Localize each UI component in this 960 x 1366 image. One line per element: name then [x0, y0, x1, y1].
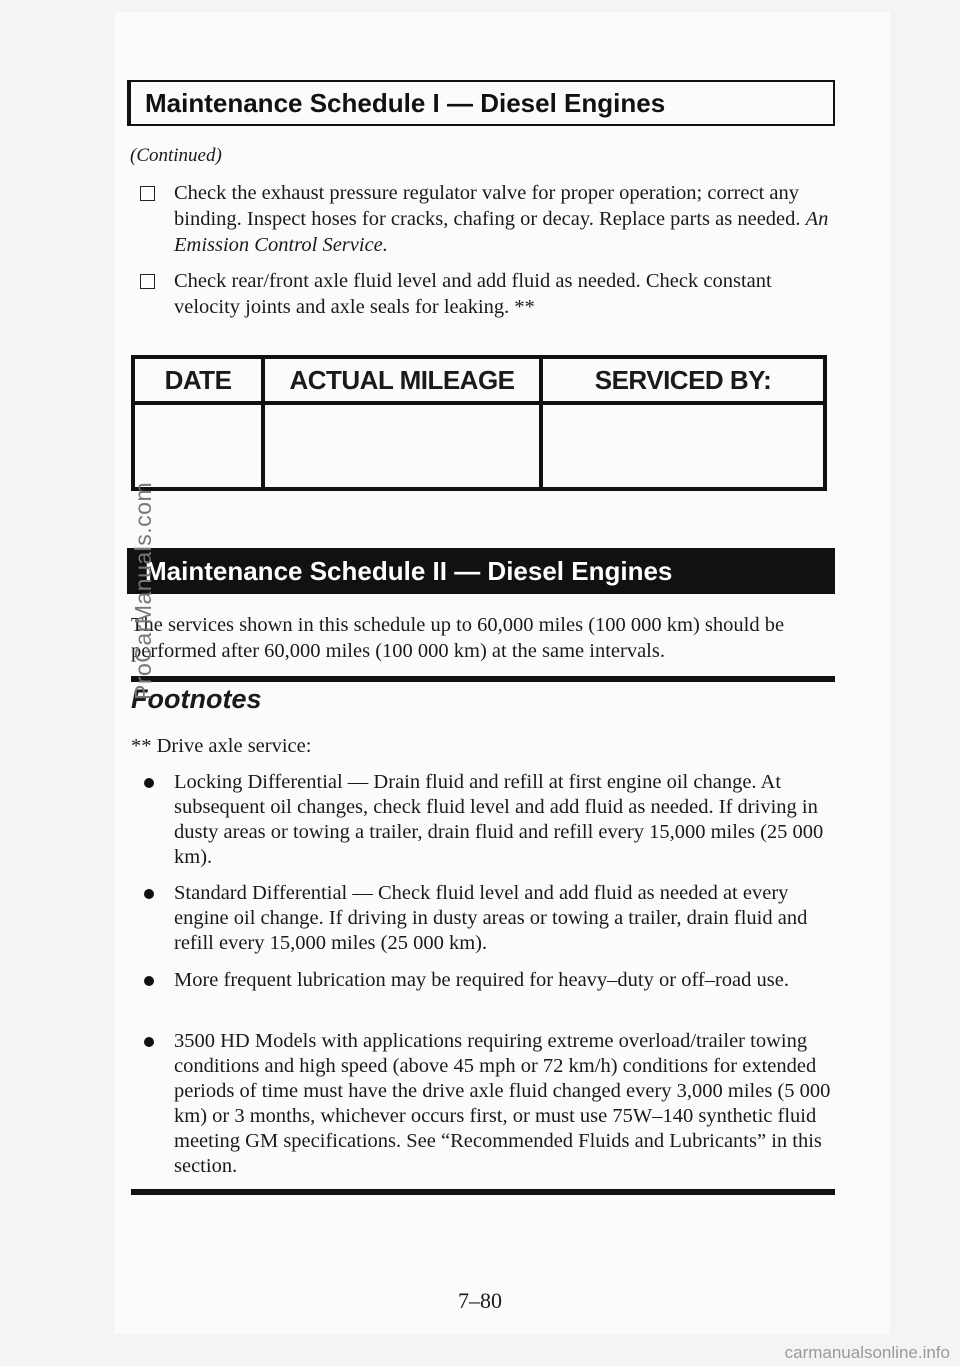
- bullet-icon: [144, 889, 154, 899]
- section-title: Maintenance Schedule II — Diesel Engines: [127, 548, 835, 594]
- section-title: Maintenance Schedule I — Diesel Engines: [127, 80, 835, 126]
- bullet-text: Standard Differential — Check fluid level and add fluid as needed at every engine oil change. If driving in dusty areas or towing a trailer, drain fluid and refill every 15,000 miles (25 000 km).: [174, 882, 808, 954]
- side-watermark[interactable]: ProCarManuals.com: [130, 481, 156, 700]
- bullet-icon: [144, 1037, 154, 1047]
- checklist-text: Check rear/front axle fluid level and add fluid as needed. Check constant velocity joints and axle seals for leaking. **: [174, 270, 772, 318]
- bullet-text: More frequent lubrication may be required for heavy–duty or off–road use.: [174, 969, 789, 991]
- checkbox-icon[interactable]: [140, 186, 155, 201]
- divider: [131, 676, 835, 682]
- continued-label: (Continued): [130, 145, 222, 166]
- checklist-text: Check the exhaust pressure regulator valve for proper operation; correct any binding. Inspect hoses for cracks, chafing or decay. Replace parts as needed.: [174, 182, 801, 230]
- service-log-table: [131, 355, 827, 491]
- checklist-item: [140, 180, 840, 258]
- page-number: 7–80: [458, 1288, 502, 1313]
- column-header-date: DATE: [133, 357, 263, 403]
- bullet-text: 3500 HD Models with applications requiring extreme overload/trailer towing conditions and high speed (above 45 mph or 72 km/h) conditions for extended periods of time must have the drive axle fluid changed every 3,000 miles (5 000 km) or 3 months, whichever occurs first, or must use 75W–140 synthetic fluid meeting GM specifications. See “Recommended Fluids and Lubricants” in this section.: [174, 1030, 831, 1177]
- footnote-bullet: [140, 881, 840, 956]
- bottom-watermark[interactable]: carmanualsonline.info: [784, 1343, 950, 1362]
- bullet-text: Locking Differential — Drain fluid and refill at first engine oil change. At subsequent oil changes, check fluid level and add fluid as needed. If driving in dusty areas or towing a trailer, drain fluid and refill every 15,000 miles (25 000 km).: [174, 771, 824, 868]
- checkbox-icon[interactable]: [140, 274, 155, 289]
- serviced-by-cell[interactable]: [541, 403, 825, 489]
- section-description: The services shown in this schedule up to 60,000 miles (100 000 km) should be performed after 60,000 miles (100 000 km) at the same intervals.: [131, 614, 785, 662]
- bullet-icon: [144, 976, 154, 986]
- column-header-serviced-by: SERVICED BY:: [541, 357, 825, 403]
- footnote-intro: ** Drive axle service:: [131, 735, 312, 757]
- mileage-cell[interactable]: [263, 403, 541, 489]
- divider: [131, 1189, 835, 1195]
- footnote-bullet: [140, 1029, 840, 1179]
- date-cell[interactable]: [133, 403, 263, 489]
- checklist-item: [140, 268, 840, 320]
- footnote-bullet: [140, 968, 840, 993]
- footnotes-title: Footnotes: [131, 684, 262, 714]
- column-header-mileage: ACTUAL MILEAGE: [263, 357, 541, 403]
- footnote-bullet: [140, 770, 840, 870]
- bullet-icon: [144, 778, 154, 788]
- checklist-italic-note: An Emission Control Service.: [174, 208, 829, 256]
